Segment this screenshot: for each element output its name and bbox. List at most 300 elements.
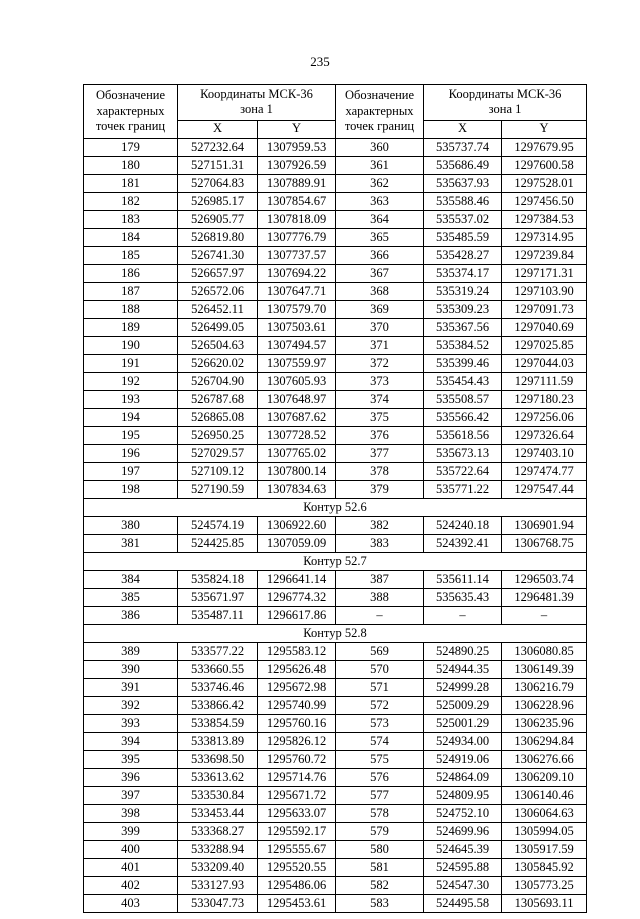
point-id: 371 (336, 336, 424, 354)
point-id: 368 (336, 282, 424, 300)
y-value: 1307687.62 (258, 408, 336, 426)
x-value: 524645.39 (424, 840, 502, 858)
y-value: 1297403.10 (502, 444, 587, 462)
point-id: 400 (84, 840, 178, 858)
y-value: 1296481.39 (502, 588, 587, 606)
y-value: 1307503.61 (258, 318, 336, 336)
x-value: 524999.28 (424, 678, 502, 696)
table-row (84, 534, 587, 552)
y-value: 1297474.77 (502, 462, 587, 480)
x-value: 533866.42 (178, 696, 258, 714)
point-id: 583 (336, 894, 424, 912)
y-value: 1305693.11 (502, 894, 587, 912)
x-value: 535671.97 (178, 588, 258, 606)
x-value: 535722.64 (424, 462, 502, 480)
table-row (84, 354, 587, 372)
y-value: 1295486.06 (258, 876, 336, 894)
table-row (84, 372, 587, 390)
point-id: 360 (336, 138, 424, 156)
x-value: 524495.58 (424, 894, 502, 912)
table-row (84, 138, 587, 156)
table-row (84, 642, 587, 660)
x-value: 526787.68 (178, 390, 258, 408)
point-id: 180 (84, 156, 178, 174)
point-id: 187 (84, 282, 178, 300)
x-value: 535428.27 (424, 246, 502, 264)
point-id: 401 (84, 858, 178, 876)
point-id: 365 (336, 228, 424, 246)
x-value: 533368.27 (178, 822, 258, 840)
x-value: 533577.22 (178, 642, 258, 660)
x-value: 524240.18 (424, 516, 502, 534)
point-id: 195 (84, 426, 178, 444)
x-value: 526452.11 (178, 300, 258, 318)
x-value: 535588.46 (424, 192, 502, 210)
x-value: 535686.49 (424, 156, 502, 174)
y-value: 1295671.72 (258, 786, 336, 804)
x-value: 533854.59 (178, 714, 258, 732)
header-line: Обозначение (344, 88, 415, 102)
x-value: 535637.93 (424, 174, 502, 192)
y-value: 1295453.61 (258, 894, 336, 912)
y-value: 1297679.95 (502, 138, 587, 156)
table-row (84, 156, 587, 174)
table-body (84, 138, 587, 912)
x-value: 535635.43 (424, 588, 502, 606)
x-value: 535454.43 (424, 372, 502, 390)
y-value: 1297384.53 (502, 210, 587, 228)
y-value: 1295672.98 (258, 678, 336, 696)
point-id: 574 (336, 732, 424, 750)
table-row (84, 426, 587, 444)
table-row (84, 786, 587, 804)
x-value: 526620.02 (178, 354, 258, 372)
header-line: зона 1 (240, 102, 273, 117)
coords-header-right (424, 85, 587, 121)
y-value: 1295826.12 (258, 732, 336, 750)
point-id: 581 (336, 858, 424, 876)
y-value: 1296617.86 (258, 606, 336, 624)
y-value: 1295714.76 (258, 768, 336, 786)
x-value: 524864.09 (424, 768, 502, 786)
x-value: 526819.80 (178, 228, 258, 246)
table-row (84, 516, 587, 534)
x-value: – (424, 606, 502, 624)
x-value: 533530.84 (178, 786, 258, 804)
x-value: 535319.24 (424, 282, 502, 300)
point-id: 373 (336, 372, 424, 390)
y-value: 1305845.92 (502, 858, 587, 876)
section-title-row (84, 498, 587, 516)
x-value: 527151.31 (178, 156, 258, 174)
y-value: 1295626.48 (258, 660, 336, 678)
y-value: 1306228.96 (502, 696, 587, 714)
section-title-row (84, 624, 587, 642)
point-id: 570 (336, 660, 424, 678)
point-id: 388 (336, 588, 424, 606)
table-row (84, 768, 587, 786)
point-id: 197 (84, 462, 178, 480)
y-value: 1297025.85 (502, 336, 587, 354)
table-row (84, 462, 587, 480)
y-value: 1307605.93 (258, 372, 336, 390)
table-row (84, 264, 587, 282)
x-value: 526704.90 (178, 372, 258, 390)
y-value: 1297239.84 (502, 246, 587, 264)
point-id: 378 (336, 462, 424, 480)
x-value: 533698.50 (178, 750, 258, 768)
point-id: 402 (84, 876, 178, 894)
point-id: 366 (336, 246, 424, 264)
y-value: 1307648.97 (258, 390, 336, 408)
point-id: 578 (336, 804, 424, 822)
y-value: 1297600.58 (502, 156, 587, 174)
point-id: 369 (336, 300, 424, 318)
point-id: 188 (84, 300, 178, 318)
x-value: 524919.06 (424, 750, 502, 768)
header-line: характерных (345, 103, 414, 118)
y-value: 1297111.59 (502, 372, 587, 390)
point-id: 389 (84, 642, 178, 660)
point-id: 582 (336, 876, 424, 894)
point-id: 387 (336, 570, 424, 588)
x-value: 526572.06 (178, 282, 258, 300)
x-value: 524574.19 (178, 516, 258, 534)
point-id: 391 (84, 678, 178, 696)
point-id: 577 (336, 786, 424, 804)
x-value: 524809.95 (424, 786, 502, 804)
x-header: X (424, 120, 502, 138)
y-value: – (502, 606, 587, 624)
section-title: Контур 52.8 (84, 624, 587, 642)
y-header: Y (258, 120, 336, 138)
table-row (84, 408, 587, 426)
y-value: 1295592.17 (258, 822, 336, 840)
x-value: 535384.52 (424, 336, 502, 354)
x-value: 527232.64 (178, 138, 258, 156)
point-id: 362 (336, 174, 424, 192)
x-header: X (178, 120, 258, 138)
point-id: 377 (336, 444, 424, 462)
y-value: 1295555.67 (258, 840, 336, 858)
x-value: 524699.96 (424, 822, 502, 840)
point-id: 191 (84, 354, 178, 372)
y-value: 1305773.25 (502, 876, 587, 894)
point-id: 393 (84, 714, 178, 732)
x-value: 527064.83 (178, 174, 258, 192)
point-id: 569 (336, 642, 424, 660)
point-id: 390 (84, 660, 178, 678)
table-row (84, 588, 587, 606)
coords-header-left (178, 85, 336, 121)
y-value: 1296641.14 (258, 570, 336, 588)
y-value: 1307694.22 (258, 264, 336, 282)
y-value: 1307854.67 (258, 192, 336, 210)
table-row (84, 660, 587, 678)
section-title-row (84, 552, 587, 570)
table-row (84, 606, 587, 624)
header-line: Обозначение (95, 88, 166, 102)
point-id: 375 (336, 408, 424, 426)
point-id: 372 (336, 354, 424, 372)
point-id: 575 (336, 750, 424, 768)
point-id: 364 (336, 210, 424, 228)
x-value: 525009.29 (424, 696, 502, 714)
x-value: 535771.22 (424, 480, 502, 498)
x-value: 533746.46 (178, 678, 258, 696)
y-value: 1297326.64 (502, 426, 587, 444)
x-value: 535673.13 (424, 444, 502, 462)
table-row (84, 732, 587, 750)
y-value: 1307959.53 (258, 138, 336, 156)
table-row (84, 246, 587, 264)
x-value: 524425.85 (178, 534, 258, 552)
y-value: 1297314.95 (502, 228, 587, 246)
x-value: 524595.88 (424, 858, 502, 876)
x-value: 535824.18 (178, 570, 258, 588)
point-label-header-right (336, 85, 424, 139)
point-label-header-left (84, 85, 178, 139)
x-value: 533288.94 (178, 840, 258, 858)
table-row (84, 390, 587, 408)
point-id: 185 (84, 246, 178, 264)
table-row (84, 210, 587, 228)
y-value: 1295740.99 (258, 696, 336, 714)
header-line: Координаты МСК-36 (448, 86, 562, 101)
header-line: точек границ (344, 119, 415, 134)
y-value: 1306140.46 (502, 786, 587, 804)
header-line: Координаты МСК-36 (200, 86, 313, 101)
point-id: 398 (84, 804, 178, 822)
x-value: 524944.35 (424, 660, 502, 678)
y-value: 1306235.96 (502, 714, 587, 732)
x-value: 524934.00 (424, 732, 502, 750)
y-value: 1306922.60 (258, 516, 336, 534)
x-value: 533127.93 (178, 876, 258, 894)
point-id: 196 (84, 444, 178, 462)
y-value: 1295520.55 (258, 858, 336, 876)
table-row (84, 174, 587, 192)
page-number: 235 (310, 54, 330, 69)
point-id: 193 (84, 390, 178, 408)
x-value: 527109.12 (178, 462, 258, 480)
x-value: 533813.89 (178, 732, 258, 750)
y-value: 1307737.57 (258, 246, 336, 264)
x-value: 535399.46 (424, 354, 502, 372)
x-value: 535485.59 (424, 228, 502, 246)
y-value: 1306276.66 (502, 750, 587, 768)
table-row (84, 282, 587, 300)
y-value: 1296503.74 (502, 570, 587, 588)
x-value: 526504.63 (178, 336, 258, 354)
x-value: 535508.57 (424, 390, 502, 408)
point-id: 367 (336, 264, 424, 282)
table-row (84, 840, 587, 858)
point-id: 571 (336, 678, 424, 696)
x-value: 533660.55 (178, 660, 258, 678)
x-value: 526741.30 (178, 246, 258, 264)
table-row (84, 804, 587, 822)
point-id: 399 (84, 822, 178, 840)
coordinates-table (83, 84, 587, 913)
point-id: 181 (84, 174, 178, 192)
y-value: 1306768.75 (502, 534, 587, 552)
y-value: 1306080.85 (502, 642, 587, 660)
x-value: 535611.14 (424, 570, 502, 588)
y-value: 1295760.16 (258, 714, 336, 732)
y-value: 1307776.79 (258, 228, 336, 246)
point-id: 198 (84, 480, 178, 498)
y-value: 1306064.63 (502, 804, 587, 822)
y-value: 1307765.02 (258, 444, 336, 462)
y-value: 1297171.31 (502, 264, 587, 282)
y-value: 1307834.63 (258, 480, 336, 498)
x-value: 526985.17 (178, 192, 258, 210)
point-id: 380 (84, 516, 178, 534)
point-id: 379 (336, 480, 424, 498)
section-title: Контур 52.7 (84, 552, 587, 570)
y-value: 1305917.59 (502, 840, 587, 858)
x-value: 526499.05 (178, 318, 258, 336)
table-row (84, 480, 587, 498)
table-row (84, 228, 587, 246)
point-id: 370 (336, 318, 424, 336)
y-value: 1306216.79 (502, 678, 587, 696)
header-line: характерных (96, 103, 165, 118)
point-id: 395 (84, 750, 178, 768)
x-value: 526905.77 (178, 210, 258, 228)
table-row (84, 678, 587, 696)
y-value: 1297256.06 (502, 408, 587, 426)
y-value: 1307579.70 (258, 300, 336, 318)
table-row (84, 444, 587, 462)
point-id: 383 (336, 534, 424, 552)
point-id: 396 (84, 768, 178, 786)
y-value: 1297528.01 (502, 174, 587, 192)
x-value: 526657.97 (178, 264, 258, 282)
point-id: 192 (84, 372, 178, 390)
point-id: 186 (84, 264, 178, 282)
point-id: 384 (84, 570, 178, 588)
y-value: 1297091.73 (502, 300, 587, 318)
y-value: 1297547.44 (502, 480, 587, 498)
table-row (84, 570, 587, 588)
point-id: 576 (336, 768, 424, 786)
header-line: зона 1 (488, 102, 522, 117)
point-id: 386 (84, 606, 178, 624)
y-value: 1307559.97 (258, 354, 336, 372)
table-row (84, 894, 587, 912)
y-value: 1306149.39 (502, 660, 587, 678)
x-value: 525001.29 (424, 714, 502, 732)
header-line: точек границ (95, 119, 166, 134)
point-id: 572 (336, 696, 424, 714)
x-value: 535309.23 (424, 300, 502, 318)
table-row (84, 750, 587, 768)
point-id: 182 (84, 192, 178, 210)
y-value: 1306209.10 (502, 768, 587, 786)
point-id: 385 (84, 588, 178, 606)
section-title: Контур 52.6 (84, 498, 587, 516)
x-value: 533047.73 (178, 894, 258, 912)
y-value: 1297044.03 (502, 354, 587, 372)
y-value: 1297180.23 (502, 390, 587, 408)
table-row (84, 300, 587, 318)
point-id: 392 (84, 696, 178, 714)
point-id: 579 (336, 822, 424, 840)
x-value: 527190.59 (178, 480, 258, 498)
point-id: 394 (84, 732, 178, 750)
x-value: 526865.08 (178, 408, 258, 426)
point-id: – (336, 606, 424, 624)
point-id: 376 (336, 426, 424, 444)
x-value: 527029.57 (178, 444, 258, 462)
y-value: 1295633.07 (258, 804, 336, 822)
point-id: 403 (84, 894, 178, 912)
table-row (84, 822, 587, 840)
point-id: 363 (336, 192, 424, 210)
y-value: 1296774.32 (258, 588, 336, 606)
y-value: 1295760.72 (258, 750, 336, 768)
point-id: 573 (336, 714, 424, 732)
x-value: 535367.56 (424, 318, 502, 336)
y-value: 1307059.09 (258, 534, 336, 552)
y-value: 1295583.12 (258, 642, 336, 660)
y-value: 1297040.69 (502, 318, 587, 336)
y-header: Y (502, 120, 587, 138)
table-row (84, 192, 587, 210)
x-value: 524890.25 (424, 642, 502, 660)
x-value: 535537.02 (424, 210, 502, 228)
x-value: 533613.62 (178, 768, 258, 786)
x-value: 524547.30 (424, 876, 502, 894)
point-id: 397 (84, 786, 178, 804)
table-row (84, 876, 587, 894)
y-value: 1297456.50 (502, 192, 587, 210)
y-value: 1306294.84 (502, 732, 587, 750)
point-id: 183 (84, 210, 178, 228)
table-row (84, 336, 587, 354)
x-value: 535737.74 (424, 138, 502, 156)
point-id: 381 (84, 534, 178, 552)
y-value: 1307494.57 (258, 336, 336, 354)
y-value: 1307647.71 (258, 282, 336, 300)
y-value: 1307926.59 (258, 156, 336, 174)
point-id: 374 (336, 390, 424, 408)
table-row (84, 318, 587, 336)
point-id: 184 (84, 228, 178, 246)
y-value: 1305994.05 (502, 822, 587, 840)
y-value: 1306901.94 (502, 516, 587, 534)
x-value: 535566.42 (424, 408, 502, 426)
point-id: 179 (84, 138, 178, 156)
y-value: 1297103.90 (502, 282, 587, 300)
point-id: 190 (84, 336, 178, 354)
y-value: 1307818.09 (258, 210, 336, 228)
table-row (84, 858, 587, 876)
y-value: 1307800.14 (258, 462, 336, 480)
table-row (84, 714, 587, 732)
y-value: 1307889.91 (258, 174, 336, 192)
y-value: 1307728.52 (258, 426, 336, 444)
point-id: 580 (336, 840, 424, 858)
point-id: 194 (84, 408, 178, 426)
x-value: 533453.44 (178, 804, 258, 822)
x-value: 524752.10 (424, 804, 502, 822)
point-id: 189 (84, 318, 178, 336)
point-id: 361 (336, 156, 424, 174)
x-value: 535487.11 (178, 606, 258, 624)
